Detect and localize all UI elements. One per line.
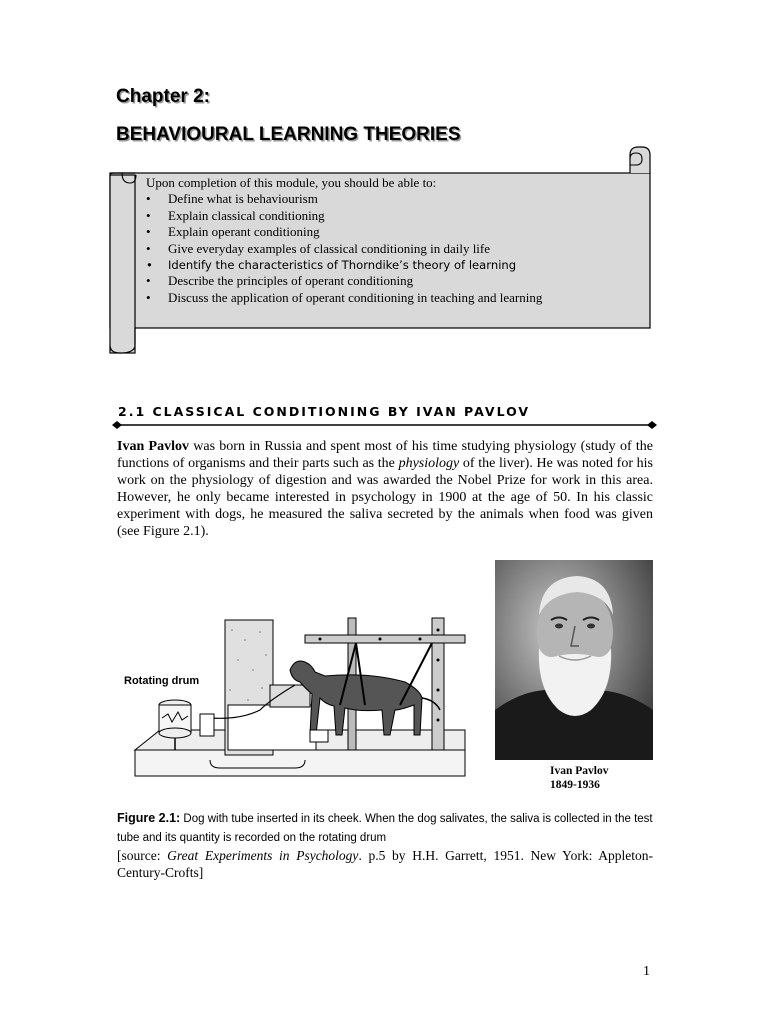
figure-description: Dog with tube inserted in its cheek. When the dog salivates, the saliva is collected in the test tube and its quantity is recorded on the rotating drum [117,813,653,844]
objective-item: • Identify the characteristics of Thorndike’s theory of learning [146,258,517,273]
section-divider [112,420,657,430]
objective-item: • Define what is behaviourism [146,191,318,207]
rotating-drum-label: Rotating drum [124,675,200,687]
intro-paragraph: Ivan Pavlov was born in Russia and spent most of his time studying physiology (study of the functions of organisms and their parts such as the physiology of the liver). He was noted for his work on the physiology of digestion and was awarded the Nobel Prize for work in this area. However, he only became interested in psychology in 1900 at the age of 50. In his classic experiment with dogs, he measured the saliva secreted by the animals when food was given (see Figure 2.1). [117,439,654,539]
figure-source: [source: Great Experiments in Psychology. p.5 by H.H. Garrett, 1951. New York: Appleton-Century-Crofts] [117,848,654,880]
bullet-icon: • [146,289,151,305]
figure-caption [117,809,653,881]
chapter-subtitle: BEHAVIOURAL LEARNING THEORIES [116,124,461,145]
objectives-box [146,175,646,306]
emphasis-term: physiology [398,456,460,471]
bullet-icon: • [146,224,151,240]
chapter-title: Chapter 2: [116,86,210,107]
objective-item: • Describe the principles of operant conditioning [146,273,414,289]
objective-item: • Explain operant conditioning [146,224,320,240]
pavlov-apparatus-illustration [120,610,476,780]
source-title: Great Experiments in Psychology [167,848,359,863]
bullet-icon: • [146,207,151,223]
bullet-icon: • [146,240,151,256]
ivan-pavlov-portrait [495,560,653,760]
objectives-intro: Upon completion of this module, you should be able to: [146,175,437,190]
figure-label: Figure 2.1: [117,811,181,825]
page-number: 1 [643,964,650,979]
objective-item: • Give everyday examples of classical conditioning in daily life [146,240,491,256]
bullet-icon: • [146,191,151,207]
bullet-icon: • [146,273,151,289]
person-name: Ivan Pavlov [117,439,189,454]
objective-item: • Discuss the application of operant conditioning in teaching and learning [146,289,543,305]
portrait-name: Ivan Pavlov [550,765,609,777]
objectives-list [146,191,646,306]
portrait-caption [550,764,608,792]
portrait-years: 1849-1936 [550,779,600,791]
bullet-icon: • [146,258,153,273]
section-heading: 2.1 CLASSICAL CONDITIONING BY IVAN PAVLOV [118,404,531,419]
objective-item: • Explain classical conditioning [146,207,325,223]
